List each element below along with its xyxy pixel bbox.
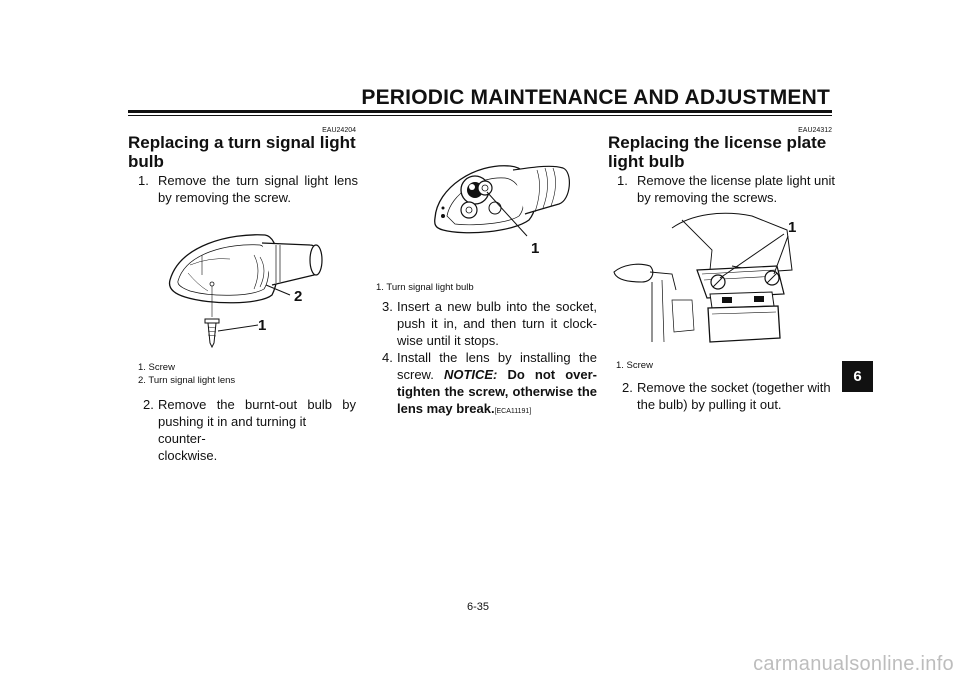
section-code: EAU24312 <box>798 127 832 134</box>
header-rule-thin <box>128 115 832 116</box>
callout-label: 1 <box>788 219 797 236</box>
step-text: wise until it stops. <box>397 333 499 348</box>
license-plate-light-illustration <box>612 210 832 352</box>
step-number: 2. <box>622 380 633 395</box>
notice-line <box>397 366 597 383</box>
callout-label: 1 <box>258 317 267 334</box>
turn-signal-lens-illustration <box>150 225 340 355</box>
step-text: Remove the socket (together with <box>637 380 831 395</box>
step-text: Remove the license plate light unit <box>637 173 836 188</box>
callout-label: 2 <box>294 288 303 305</box>
callout-label: 1 <box>531 240 540 257</box>
figure-caption: 1. Screw <box>616 360 653 371</box>
step-text: clockwise. <box>158 448 218 463</box>
section-heading <box>128 133 368 171</box>
notice-text: tighten the screw, otherwise the <box>397 384 597 399</box>
figure-caption: 1. Turn signal light bulb <box>376 282 474 293</box>
step-2 <box>138 396 356 464</box>
step-3 <box>377 298 597 349</box>
step-text: screw. <box>397 367 434 382</box>
turn-signal-bulb-illustration <box>425 158 585 258</box>
heading-line: light bulb <box>608 152 685 171</box>
notice-line <box>397 400 597 420</box>
page-header-title: PERIODIC MAINTENANCE AND ADJUSTMENT <box>361 86 830 109</box>
watermark: carmanualsonline.info <box>753 653 954 675</box>
chapter-tab: 6 <box>842 361 873 392</box>
step-number: 1. <box>617 173 628 188</box>
header-rule <box>128 110 832 113</box>
step-1 <box>617 172 842 206</box>
heading-line: Replacing a turn signal light <box>128 133 356 152</box>
figure-caption <box>138 361 235 387</box>
notice-code: [ECA11191] <box>494 408 532 415</box>
page-number: 6-35 <box>466 601 490 613</box>
caption-line: 2. Turn signal light lens <box>138 375 236 386</box>
notice-label: NOTICE: <box>443 367 498 382</box>
step-2 <box>617 379 842 413</box>
step-4 <box>377 349 597 420</box>
step-number: 1. <box>138 173 149 188</box>
heading-line: Replacing the license plate <box>608 133 827 152</box>
step-number: 4. <box>382 350 393 365</box>
heading-line: bulb <box>128 152 164 171</box>
step-text: Install the lens by installing the <box>397 350 597 365</box>
step-text: push it in, and then turn it clock- <box>397 316 597 331</box>
step-number: 3. <box>382 299 393 314</box>
step-text: Remove the turn signal light lens <box>158 173 358 188</box>
section-heading <box>608 133 848 171</box>
step-text: Remove the burnt-out bulb by <box>158 397 356 412</box>
step-text: by removing the screws. <box>637 190 778 205</box>
step-number: 2. <box>143 397 154 412</box>
step-text: pushing it in and turning it counter- <box>158 414 307 446</box>
notice-text: lens may break. <box>397 401 495 416</box>
step-text: Insert a new bulb into the socket, <box>397 299 597 314</box>
step-1 <box>138 172 358 206</box>
caption-line: 1. Screw <box>138 362 175 373</box>
step-text: the bulb) by pulling it out. <box>637 397 782 412</box>
step-text: by removing the screw. <box>158 190 291 205</box>
notice-text: Do not over- <box>507 367 597 382</box>
section-code: EAU24204 <box>322 127 356 134</box>
